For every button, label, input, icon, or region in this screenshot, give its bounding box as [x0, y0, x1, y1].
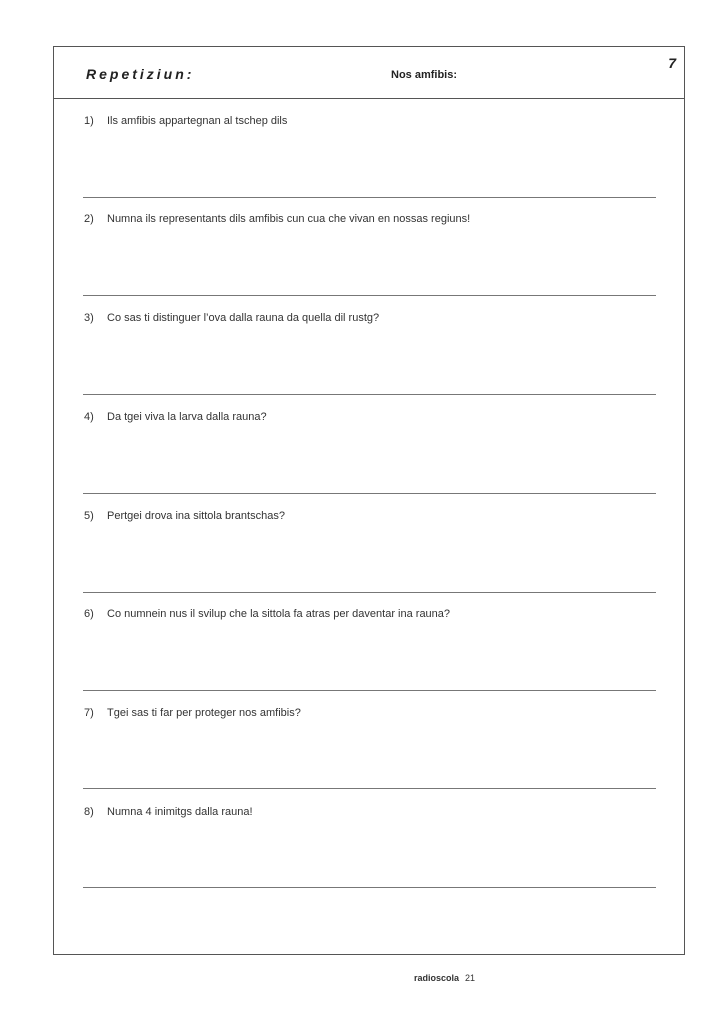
question-number: 4) — [84, 411, 94, 423]
question-text: Numna ils representants dils amfibis cun cua che vivan en nossas regiuns! — [107, 213, 471, 225]
page-footer — [414, 973, 475, 983]
question-text: Numna 4 inimitgs dalla rauna! — [107, 806, 253, 818]
header-subtitle: Nos amfibis: — [391, 69, 458, 81]
answer-line-3[interactable] — [83, 394, 656, 395]
question-number: 2) — [84, 213, 94, 225]
question-text: Co sas ti distinguer l’ova dalla rauna da quella dil rustg? — [107, 312, 380, 324]
sheet-number: 7 — [668, 55, 676, 71]
question-number: 5) — [84, 510, 94, 522]
question-number: 6) — [84, 608, 94, 620]
question-text: Ils amfibis appartegnan al tschep dils — [107, 115, 288, 127]
question-text: Da tgei viva la larva dalla rauna? — [107, 411, 267, 423]
answer-line-4[interactable] — [83, 493, 656, 494]
answer-line-6[interactable] — [83, 690, 656, 691]
header-title: Repetiziun: — [86, 66, 195, 82]
answer-line-5[interactable] — [83, 592, 656, 593]
answer-line-2[interactable] — [83, 295, 656, 296]
answer-line-8[interactable] — [83, 887, 656, 888]
question-text: Co numnein nus il svilup che la sittola fa atras per daventar ina rauna? — [107, 608, 451, 620]
question-text: Pertgei drova ina sittola brantschas? — [107, 510, 285, 522]
question-number: 3) — [84, 312, 94, 324]
answer-line-1[interactable] — [83, 197, 656, 198]
question-text: Tgei sas ti far per proteger nos amfibis? — [107, 707, 301, 719]
worksheet — [53, 46, 685, 955]
question-number: 1) — [84, 115, 94, 127]
answer-line-7[interactable] — [83, 788, 656, 789]
question-number: 7) — [84, 707, 94, 719]
question-number: 8) — [84, 806, 94, 818]
worksheet-header — [54, 47, 684, 99]
footer-brand: radioscola — [414, 973, 460, 983]
page-number: 21 — [465, 973, 476, 983]
